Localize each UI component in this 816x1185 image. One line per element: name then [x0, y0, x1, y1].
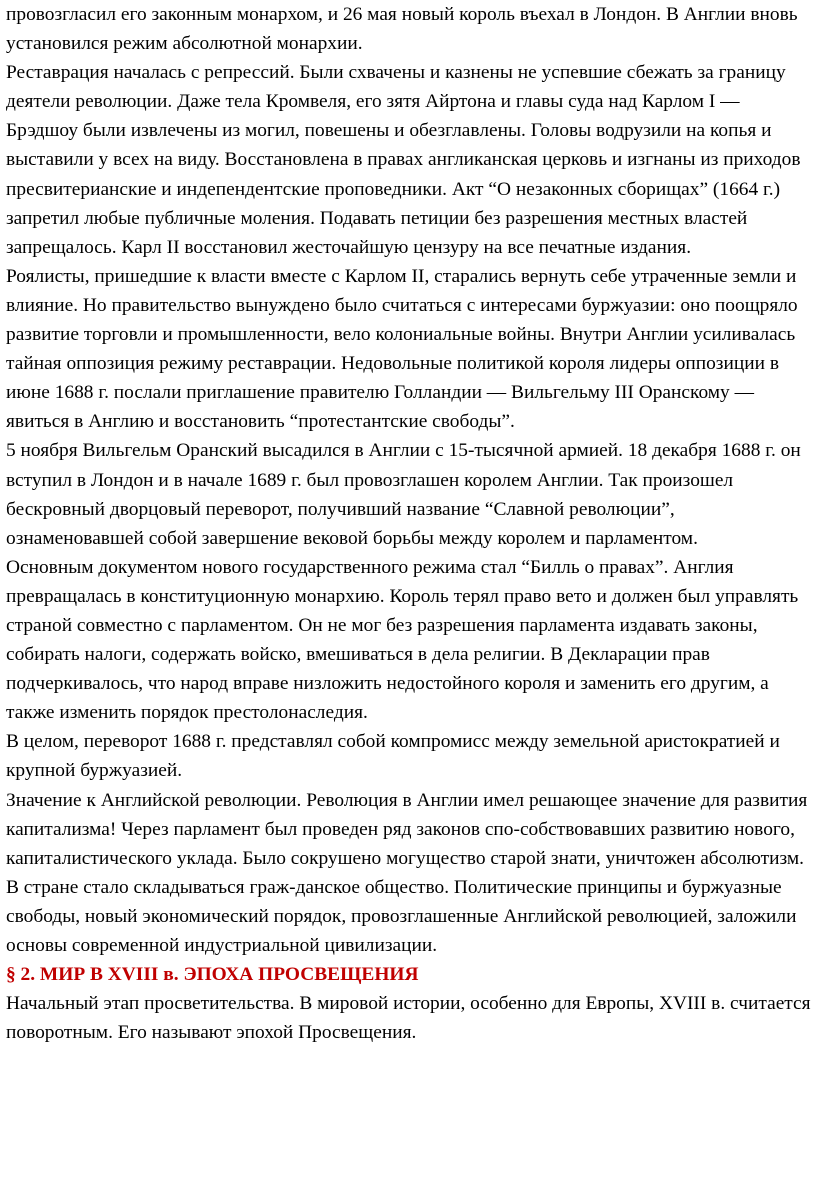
paragraph-repressions: Реставрация началась с репрессий. Были схвачены и казнены не успевшие сбежать за границу деятели революции. Даже тела Кромвеля, его зятя Айртона и главы суда над Карлом I — Брэдшоу были извлечены из могил, повешены и обезглавлены. Головы водрузили на копья и выставили у всех на виду. Восстановлена в правах англиканская церковь и изгнаны из приходов пресвитерианские и индепендентские проповедники. Акт “О незаконных сборищах” (1664 г.) запретил любые публичные моления. Подавать петиции без разрешения местных властей запрещалось. Карл II восстановил жесточайшую цензуру на все печатные издания. [6, 62, 801, 258]
paragraph-restoration-intro: провозгласил его законным монархом, и 26 мая новый король въехал в Лондон. В Англии вновь установился режим абсолютной монархии. [6, 4, 798, 55]
paragraph-bill-of-rights: Основным документом нового государственного режима стал “Билль о правах”. Англия превращалась в конституционную монархию. Король терял право вето и должен был управлять страной совместно с парламентом. Он не мог без разрешения парламента издавать законы, собирать налоги, содержать войско, вмешиваться в дела религии. В Декларации прав подчеркивалось, что народ вправе низложить недостойного короля и заменить его другим, а также изменить порядок престолонаследия. [6, 556, 799, 724]
paragraph-significance: Значение к Английской революции. Революция в Англии имел решающее значение для развития капитализма! Через парламент был проведен ряд законов спо-собствовавших развитию нового, капиталистического уклада. Было сокрушено могущество старой знати, уничтожен абсолютизм. В стране стало складываться граж-данское общество. Политические принципы и буржуазные свободы, новый экономический порядок, провозглашенные Английской революцией, заложили основы современной индустриальной цивилизации. [6, 789, 808, 956]
document-page [6, 0, 814, 1047]
section-heading: § 2. МИР В XVIII в. ЭПОХА ПРОСВЕЩЕНИЯ [6, 964, 419, 986]
paragraph-enlightenment-intro: Начальный этап просветительства. В мировой истории, особенно для Европы, XVIII в. считается поворотным. Его называют эпохой Просвещения. [6, 993, 811, 1044]
paragraph-compromise: В целом, переворот 1688 г. представлял собой компромисс между земельной аристократией и крупной буржуазией. [6, 731, 780, 782]
paragraph-glorious-revolution: 5 ноября Вильгельм Оранский высадился в Англии с 15-тысячной армией. 18 декабря 1688 г. он вступил в Лондон и в начале 1689 г. был провозглашен королем Англии. Так произошел бескровный дворцовый переворот, получивший название “Славной революции”, ознаменовавшей собой завершение вековой борьбы между королем и парламентом. [6, 440, 801, 549]
paragraph-royalists: Роялисты, пришедшие к власти вместе с Карлом II, старались вернуть себе утраченные земли и влияние. Но правительство вынуждено было считаться с интересами буржуазии: оно поощряло развитие торговли и промышленности, вело колониальные войны. Внутри Англии усиливалась тайная оппозиция режиму реставрации. Недовольные политикой короля лидеры оппозиции в июне 1688 г. послали приглашение правителю Голландии — Вильгельму III Оранскому — явиться в Англию и восстановить “протестантские свободы”. [6, 265, 798, 433]
